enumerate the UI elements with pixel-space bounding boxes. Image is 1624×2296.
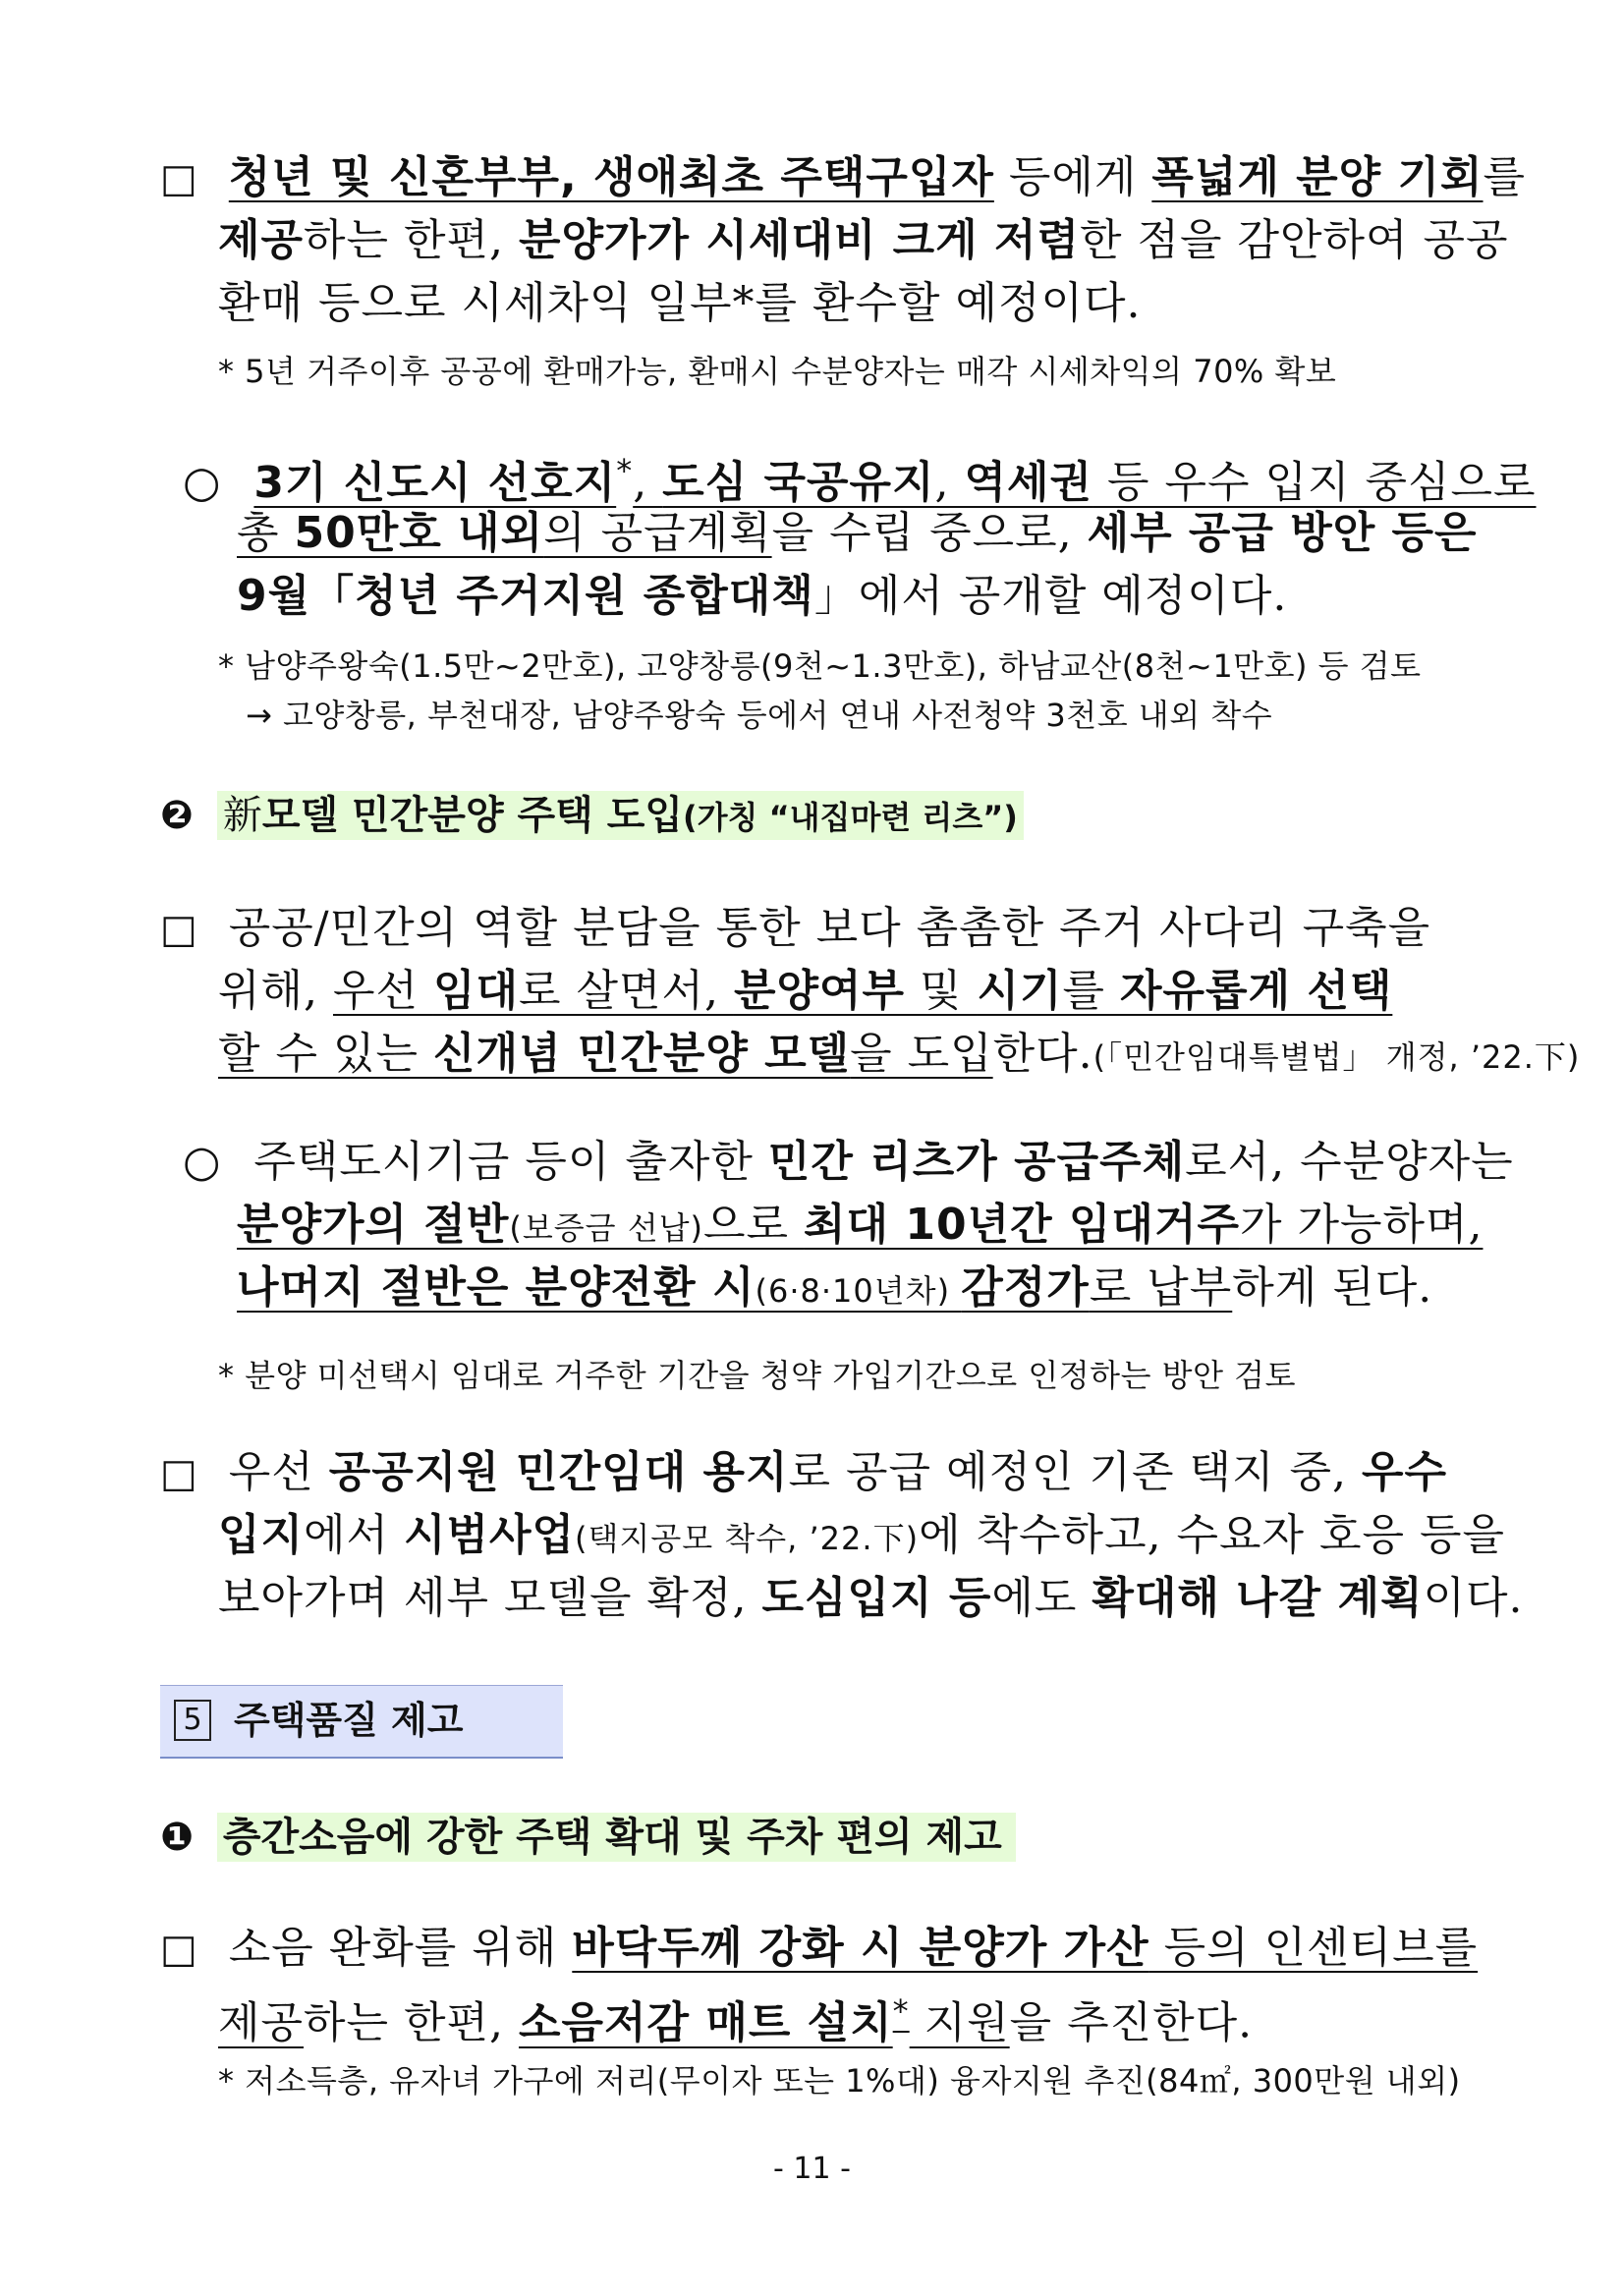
text-segment: 한다.	[992, 1029, 1093, 1079]
checkbox-bullet-symbol: □	[160, 1927, 198, 1972]
text-segment: 로 살면서,	[519, 966, 734, 1016]
text-segment: 으로	[703, 1200, 805, 1250]
text-segment: 청년 주거지원 종합대책	[355, 571, 814, 621]
paragraph-3-line-1	[160, 896, 1430, 962]
text-segment: 세부 공급 방안 등은	[1087, 508, 1478, 558]
text-segment: 로 납부	[1089, 1262, 1233, 1313]
text-segment: 분양가의 절반	[237, 1200, 510, 1250]
paragraph-1-line-3: 환매 등으로 시세차익 일부*를 환수할 예정이다.	[218, 278, 1142, 328]
checkbox-bullet-symbol: □	[160, 156, 198, 201]
text-segment: 분양가가 시세대비 크게 저렴	[519, 215, 1081, 265]
text-segment: 위해,	[218, 966, 333, 1016]
text-segment: 지원	[909, 1997, 1010, 2048]
paragraph-6-line-1	[160, 1916, 1478, 1982]
checkbox-bullet-symbol: □	[160, 907, 198, 952]
number-1-marker-icon: ❶	[160, 1815, 194, 1860]
paragraph-4-line-3	[237, 1256, 1432, 1323]
paragraph-4-line-1	[183, 1130, 1514, 1195]
text-segment: 분양여부	[733, 966, 905, 1016]
text-segment: 등의 인센티브를	[1148, 1923, 1479, 1973]
text-segment: 등에게	[993, 152, 1152, 202]
text-segment: (「민간임대특별법」 개정, ’22.下)	[1092, 1038, 1581, 1076]
text-segment: 가 가능하며,	[1239, 1200, 1484, 1250]
text-segment: 우선	[228, 1447, 329, 1497]
text-segment: 도심입지 등	[761, 1573, 992, 1623]
text-segment: 에 착수하고, 수요자 호응 등을	[919, 1510, 1506, 1560]
text-segment: 보아가며 세부 모델을 확정,	[218, 1573, 762, 1623]
text-segment: 로서, 수분양자는	[1185, 1137, 1514, 1187]
footnote-2b: → 고양창릉, 부천대장, 남양주왕숙 등에서 연내 사전청약 3천호 내외 착수	[246, 697, 1273, 734]
text-segment: 로 공급 예정인 기존 택지 중,	[788, 1447, 1362, 1497]
footnote-1: * 5년 거주이후 공공에 환매가능, 환매시 수분양자는 매각 시세차익의 70% 확보	[218, 353, 1337, 390]
text-segment: 감정가	[961, 1262, 1090, 1313]
paragraph-6-line-2	[218, 1979, 1253, 2056]
text-segment: 확대해 나갈 계획	[1092, 1573, 1424, 1623]
text-segment: 자유롭게 선택	[1120, 966, 1393, 1016]
subheading-noise	[160, 1808, 1016, 1867]
text-segment: 제공	[218, 215, 305, 265]
paragraph-1-line-1	[160, 145, 1526, 211]
section-title: 주택품질 제고	[234, 1699, 464, 1742]
text-segment: 하는 한편,	[304, 1997, 519, 2048]
text-segment: 도심 국공유지	[662, 457, 935, 508]
text-segment: 제공	[218, 1997, 305, 2048]
text-segment: 우선	[332, 966, 433, 1016]
text-segment: 하게 된다.	[1232, 1262, 1433, 1313]
text-segment: 」에서 공개할 예정이다.	[813, 571, 1288, 621]
heading-title: 모델 민간분양 주택 도입	[261, 793, 683, 838]
circle-bullet-symbol: ○	[183, 457, 222, 508]
text-segment: 3기 신도시 선호지	[253, 457, 617, 508]
text-segment: 를	[1062, 966, 1120, 1016]
text-segment: 총	[237, 508, 295, 558]
text-segment: 입지	[218, 1510, 305, 1560]
text-segment: 이다.	[1423, 1573, 1524, 1623]
circle-bullet-symbol: ○	[183, 1137, 222, 1187]
text-segment: 시기	[977, 966, 1063, 1016]
paragraph-3-line-2	[218, 959, 1392, 1024]
text-segment: 50만호 내외	[294, 508, 544, 558]
footnote-6: * 저소득층, 유자녀 가구에 저리(무이자 또는 1%대) 융자지원 추진(84㎡, 300만원 내외)	[218, 2062, 1461, 2100]
subheading-new-model	[160, 786, 1024, 847]
text-segment: 소음저감 매트 설치	[519, 1997, 893, 2048]
text-segment: 소음 완화를 위해	[228, 1923, 573, 1973]
text-segment: 바닥두께 강화 시 분양가 가산	[572, 1923, 1149, 1973]
text-segment: 주택도시기금 등이 출자한	[253, 1137, 768, 1187]
paragraph-5-line-2	[218, 1503, 1505, 1571]
paragraph-1-line-2	[218, 208, 1509, 273]
paragraph-2-line-2	[237, 501, 1478, 566]
text-segment: 의 공급계획	[543, 508, 772, 558]
text-segment: (6·8·10년차)	[755, 1272, 962, 1310]
footnote-marker: *	[616, 452, 634, 489]
paragraph-5-line-3	[218, 1566, 1524, 1631]
checkbox-bullet-symbol: □	[160, 1451, 198, 1496]
text-segment: 민간 리츠가 공급주체	[767, 1137, 1186, 1187]
text-segment: 하는 한편,	[304, 215, 519, 265]
footnote-2a: * 남양주왕숙(1.5만~2만호), 고양창릉(9천~1.3만호), 하남교산(8천~1만호) 등 검토	[218, 647, 1422, 685]
text-segment: 및	[905, 966, 978, 1016]
section-number: 5	[174, 1700, 211, 1741]
number-2-marker-icon: ❷	[160, 793, 194, 838]
heading-prefix: 新	[222, 793, 262, 838]
text-segment: 역세권	[964, 457, 1093, 508]
page-number: - 11 -	[773, 2152, 851, 2186]
paragraph-5-line-1	[160, 1440, 1447, 1506]
footnote-4: * 분양 미선택시 임대로 거주한 기간을 청약 가입기간으로 인정하는 방안 검토	[218, 1357, 1296, 1394]
text-segment: 에도	[991, 1573, 1092, 1623]
text-segment: 공공/민간의 역할 분담을 통한 보다 촘촘한 주거 사다리 구축을	[228, 903, 1431, 953]
text-segment: 한 점을 감안하여 공공	[1080, 215, 1509, 265]
text-segment: 최대 10년간 임대거주	[804, 1200, 1240, 1250]
paragraph-2-line-3	[237, 564, 1287, 629]
text-segment: 신개념 민간분양 모델	[432, 1029, 851, 1079]
text-segment: 를	[1483, 152, 1527, 202]
text-segment: 을 추진한다.	[1009, 1997, 1254, 2048]
heading-title: 층간소음에 강한 주택 확대 및 주차 편의 제고	[217, 1813, 1016, 1862]
paragraph-3-line-3	[218, 1022, 1580, 1090]
text-segment: 청년 및 신혼부부, 생애최초 주택구입자	[228, 152, 994, 202]
text-segment: 할 수 있는	[218, 1029, 433, 1079]
text-segment: 을 도입	[850, 1029, 993, 1079]
text-segment: 폭넓게 분양 기회	[1151, 152, 1484, 202]
footnote-marker: *	[892, 1992, 910, 2030]
heading-suffix: (가칭 “내집마련 리츠”)	[683, 799, 1018, 836]
section-heading-box	[160, 1685, 563, 1759]
text-segment: (보증금 선납)	[509, 1209, 704, 1247]
text-segment: 나머지 절반은 분양전환 시	[237, 1262, 756, 1313]
text-segment: ,	[633, 457, 663, 508]
text-segment: 을 수립 중으로,	[771, 508, 1088, 558]
text-segment: 우수	[1361, 1447, 1447, 1497]
text-segment: 시범사업	[404, 1510, 576, 1560]
text-segment: 공공지원 민간임대 용지	[328, 1447, 789, 1497]
text-segment: 임대	[432, 966, 519, 1016]
text-segment: 등 우수 입지 중심으로	[1092, 457, 1537, 508]
paragraph-4-line-2	[237, 1193, 1483, 1260]
text-segment: 에서	[304, 1510, 405, 1560]
text-segment: ,	[934, 457, 965, 508]
text-segment: (택지공모 착수, ’22.下)	[575, 1520, 920, 1557]
text-segment: 9월「	[237, 571, 356, 621]
